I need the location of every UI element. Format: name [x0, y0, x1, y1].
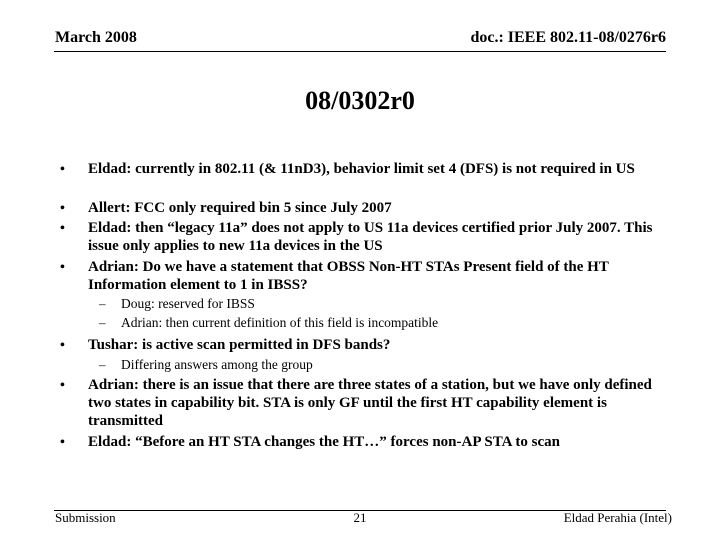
bullet-marker: •: [60, 221, 65, 236]
bullet-text: Adrian: Do we have a statement that OBSS Non-HT STAs Present field of the HT Information element to 1 in IBSS?: [88, 259, 609, 293]
footer-submission: Submission: [55, 510, 116, 525]
bullet-text: Tushar: is active scan permitted in DFS bands?: [88, 337, 391, 353]
header-date: March 2008: [55, 29, 137, 46]
sub-bullet-text: Differing answers among the group: [121, 357, 313, 372]
bullet-text: Allert: FCC only required bin 5 since July 2007: [88, 200, 392, 216]
bullet-marker: •: [60, 260, 65, 275]
slide-title: 08/0302r0: [305, 86, 415, 115]
bullet-marker: •: [60, 378, 65, 393]
bullet-text: Eldad: “Before an HT STA changes the HT…” forces non-AP STA to scan: [88, 434, 560, 450]
bullet-text: Adrian: there is an issue that there are three states of a station, but we have only defined two states in capability bit. STA is only GF until the first HT capability element is transmitted: [88, 377, 652, 429]
dash-marker: –: [99, 296, 106, 311]
sub-bullet-text: Adrian: then current definition of this field is incompatible: [121, 315, 439, 330]
header-divider: [54, 51, 666, 52]
bullet-text: Eldad: then “legacy 11a” does not apply to US 11a devices certified prior July 2007. This issue only applies to new 11a devices in the US: [88, 220, 653, 254]
bullet-marker: •: [60, 338, 65, 353]
bullet-text: Eldad: currently in 802.11 (& 11nD3), behavior limit set 4 (DFS) is not required in US: [88, 161, 635, 177]
bullet-marker: •: [60, 162, 65, 177]
footer-author: Eldad Perahia (Intel): [563, 510, 672, 525]
dash-marker: –: [99, 357, 106, 372]
header-doc-id: doc.: IEEE 802.11-08/0276r6: [470, 29, 666, 46]
footer-page-number: 21: [353, 510, 367, 525]
bullet-marker: •: [60, 435, 65, 450]
bullet-marker: •: [60, 201, 65, 216]
dash-marker: –: [99, 315, 106, 330]
sub-bullet-text: Doug: reserved for IBSS: [121, 296, 255, 311]
